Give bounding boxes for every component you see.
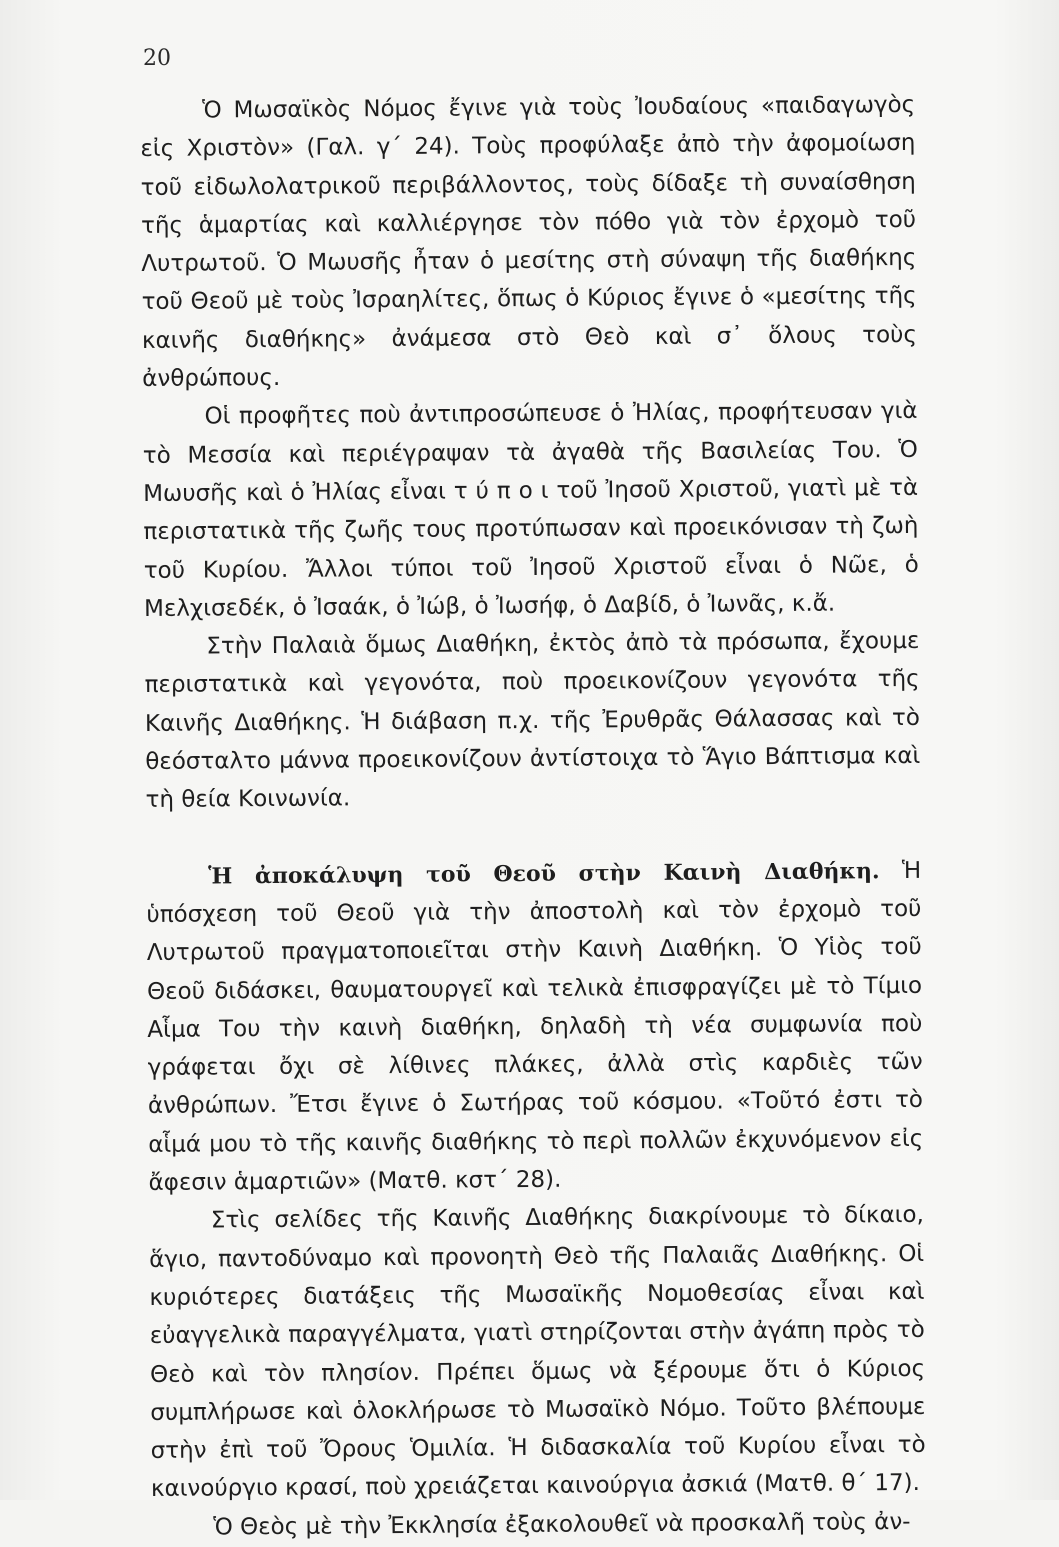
- paragraph-prophets: Οἱ προφῆτες ποὺ ἀντιπροσώπευσε ὁ Ἠλίας, προφήτευσαν γιὰ τὸ Μεσσία καὶ περιέγραψαν τὰ ἀγαθὰ τῆς Βασιλείας Του. Ὁ Μωυσῆς καὶ ὁ Ἠλίας εἶναι τ ύ π ο ι τοῦ Ἰησοῦ Χριστοῦ, γιατὶ μὲ τὰ περιστατικὰ τῆς ζωῆς τους προτύπωσαν καὶ προεικόνισαν τὴ ζωὴ τοῦ Κυρίου. Ἄλλοι τύποι τοῦ Ἰησοῦ Χριστοῦ εἶναι ὁ Νῶε, ὁ Μελχισεδέκ, ὁ Ἰσαάκ, ὁ Ἰώβ, ὁ Ἰωσήφ, ὁ Δαβίδ, ὁ Ἰωνᾶς, κ.ἄ.: [142, 398, 919, 622]
- paragraph-mosaic-law: Ὁ Μωσαϊκὸς Νόμος ἔγινε γιὰ τοὺς Ἰουδαίους «παιδαγωγὸς εἰς Χριστὸν» (Γαλ. γ΄ 24). Τοὺς προφύλαξε ἀπὸ τὴν ἀφομοίωση τοῦ εἰδωλολατρικοῦ περιβάλλοντος, τοὺς δίδαξε τὴ συναίσθηση τῆς ἁμαρτίας καὶ καλλιέργησε τὸν πόθο γιὰ τὸν ἐρχομὸ τοῦ Λυτρωτοῦ. Ὁ Μωυσῆς ἦταν ὁ μεσίτης στὴ σύναψη τῆς διαθήκης τοῦ Θεοῦ μὲ τοὺς Ἰσραηλίτες, ὅπως ὁ Κύριος ἔγινε ὁ «μεσίτης τῆς καινῆς διαθήκης» ἀνάμεσα στὸ Θεὸ καὶ σ᾿ ὅλους τοὺς ἀνθρώπους.: [140, 91, 918, 393]
- paragraph-old-testament-events: Στὴν Παλαιὰ ὅμως Διαθήκη, ἐκτὸς ἀπὸ τὰ πρόσωπα, ἔχουμε περιστατικὰ καὶ γεγονότα, ποὺ προεικονίζουν γεγονότα τῆς Καινῆς Διαθήκης. Ἡ διάβαση π.χ. τῆς Ἐρυθρᾶς Θάλασσας καὶ τὸ θεόσταλτο μάννα προεικονίζουν ἀντίστοιχα τὸ Ἅγιο Βάπτισμα καὶ τὴ θεία Κοινωνία.: [144, 628, 921, 814]
- section-new-testament: [146, 852, 924, 1203]
- paragraph-new-testament-pages: Στὶς σελίδες τῆς Καινῆς Διαθήκης διακρίνουμε τὸ δίκαιο, ἅγιο, παντοδύναμο καὶ προνοητὴ Θεὸ τῆς Παλαιᾶς Διαθήκης. Οἱ κυριότερες διατάξεις τῆς Μωσαϊκῆς Νομοθεσίας εἶναι καὶ εὐαγγελικὰ παραγγέλματα, γιατὶ στηρίζονται στὴν ἀγάπη πρὸς τὸ Θεὸ καὶ τὸν πλησίον. Πρέπει ὅμως νὰ ξέρουμε ὅτι ὁ Κύριος συμπλήρωσε καὶ ὁλοκλήρωσε τὸ Μωσαϊκὸ Νόμο. Τοῦτο βλέπουμε στὴν ἐπὶ τοῦ Ὄρους Ὁμιλία. Ἡ διδασκαλία τοῦ Κυρίου εἶναι τὸ καινούργιο κρασί, ποὺ χρειάζεται καινούργια ἀσκιά (Ματθ. θ΄ 17).: [149, 1202, 926, 1503]
- section-title: Ἡ ἀποκάλυψη τοῦ Θεοῦ στὴν Καινὴ Διαθήκη.: [208, 857, 880, 890]
- section-first-paragraph: Ἡ ὑπόσχεση τοῦ Θεοῦ γιὰ τὴν ἀποστολὴ καὶ τὸν ἐρχομὸ τοῦ Λυτρωτοῦ πραγματοποιεῖται στὴν Καινὴ Διαθήκη. Ὁ Υἱὸς τοῦ Θεοῦ διδάσκει, θαυματουργεῖ καὶ τελικὰ ἐπισφραγίζει μὲ τὸ Τίμιο Αἷμα Του τὴν καινὴ διαθήκη, δηλαδὴ τὴ νέα συμφωνία ποὺ γράφεται ὄχι σὲ λίθινες πλάκες, ἀλλὰ στὶς καρδιὲς τῶν ἀνθρώπων. Ἔτσι ἔγινε ὁ Σωτήρας τοῦ κόσμου. «Τοῦτό ἐστι τὸ αἷμά μου τὸ τῆς καινῆς διαθήκης τὸ περὶ πολλῶν ἐκχυνόμενον εἰς ἄφεσιν ἁμαρτιῶν» (Ματθ. κστ΄ 28).: [146, 857, 924, 1196]
- body-text: [140, 86, 926, 1547]
- paragraph-church: Ὁ Θεὸς μὲ τὴν Ἐκκλησία ἐξακολουθεῖ νὰ προσκαλῆ τοὺς ἀν-: [213, 1508, 911, 1541]
- page-number: 20: [143, 46, 171, 71]
